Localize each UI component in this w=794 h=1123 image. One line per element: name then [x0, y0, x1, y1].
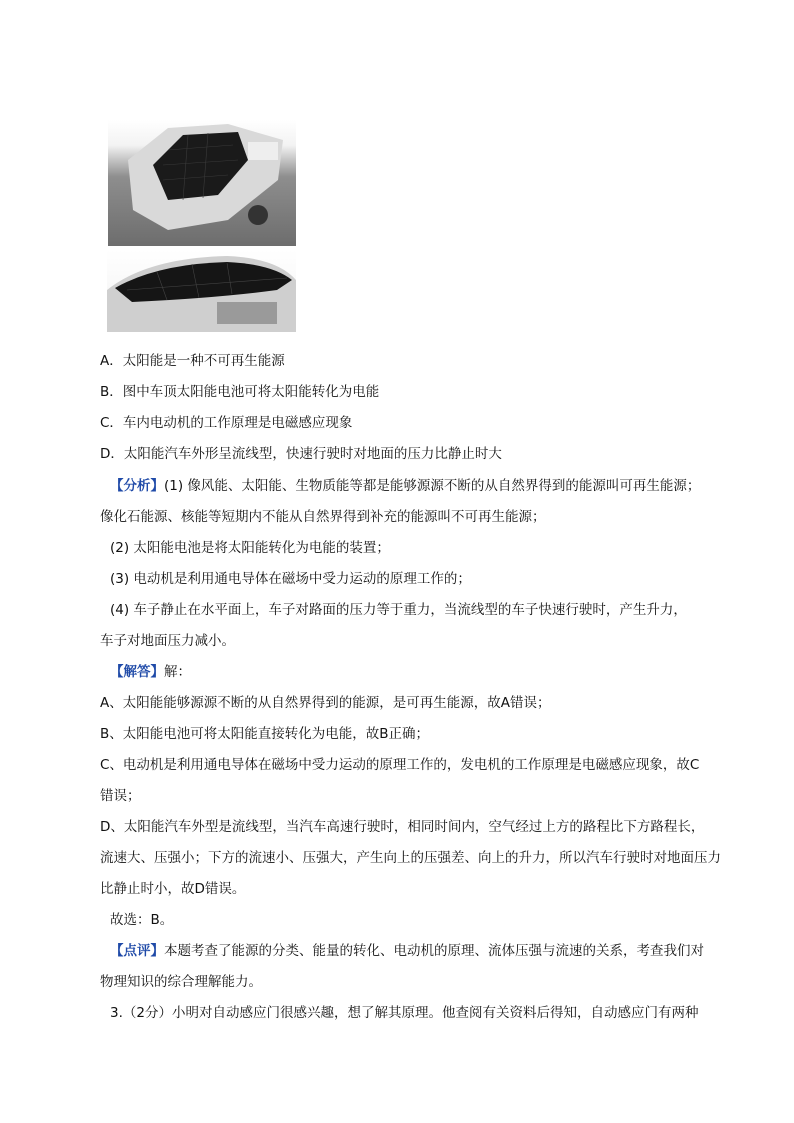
answer-d3: 比静止时小，故D错误。: [100, 881, 246, 897]
answer-d2: 流速大、压强小；下方的流速小、压强大，产生向上的压强差、向上的升力，所以汽车行驶时对地面压力: [100, 850, 721, 866]
answer-tag: 【解答】: [110, 664, 164, 680]
analysis-p1a: (1) 像风能、太阳能、生物质能等都是能够源源不断的从自然界得到的能源叫可再生能源；: [164, 478, 701, 494]
analysis-tag: 【分析】: [110, 478, 164, 494]
analysis-p4a: (4) 车子静止在水平面上，车子对路面的压力等于重力，当流线型的车子快速行驶时，产生升力，: [110, 602, 687, 618]
answer-line-1: [110, 661, 730, 683]
answer-intro: 解：: [164, 664, 191, 680]
comment-tag: 【点评】: [110, 943, 164, 959]
solar-car-top-image: [108, 120, 296, 246]
answer-b: B、太阳能电池可将太阳能直接转化为电能，故B正确；: [100, 726, 430, 742]
solar-car-side-image: [107, 250, 296, 332]
option-c: C．车内电动机的工作原理是电磁感应现象: [100, 415, 353, 431]
analysis-p2: (2) 太阳能电池是将太阳能转化为电能的装置；: [110, 540, 390, 556]
option-a: A．太阳能是一种不可再生能源: [100, 353, 285, 369]
answer-c1: C、电动机是利用通电导体在磁场中受力运动的原理工作的，发电机的工作原理是电磁感应现象，故C: [100, 757, 700, 773]
solar-car-side-drawing: [107, 250, 296, 332]
analysis-p3: (3) 电动机是利用通电导体在磁场中受力运动的原理工作的；: [110, 571, 471, 587]
answer-choice: 故选：B。: [110, 912, 174, 928]
option-b: B．图中车顶太阳能电池可将太阳能转化为电能: [100, 384, 380, 400]
analysis-line-1: [110, 475, 730, 497]
comment-l2: 物理知识的综合理解能力。: [100, 974, 262, 990]
answer-c2: 错误；: [100, 788, 141, 804]
next-question: 3.（2分）小明对自动感应门很感兴趣，想了解其原理。他查阅有关资料后得知，自动感应门有两种: [110, 1005, 699, 1021]
analysis-p1b: 像化石能源、核能等短期内不能从自然界得到补充的能源叫不可再生能源；: [100, 509, 546, 525]
comment-l1: 本题考查了能源的分类、能量的转化、电动机的原理、流体压强与流速的关系，考查我们对: [164, 943, 704, 959]
option-d: D．太阳能汽车外形呈流线型，快速行驶时对地面的压力比静止时大: [100, 446, 502, 462]
solar-car-top-drawing: [108, 120, 296, 246]
answer-a: A、太阳能能够源源不断的从自然界得到的能源，是可再生能源，故A错误；: [100, 695, 551, 711]
answer-d1: D、太阳能汽车外型是流线型，当汽车高速行驶时，相同时间内，空气经过上方的路程比下方路程长，: [100, 819, 705, 835]
comment-line-1: [110, 940, 730, 962]
analysis-p4b: 车子对地面压力减小。: [100, 633, 235, 649]
